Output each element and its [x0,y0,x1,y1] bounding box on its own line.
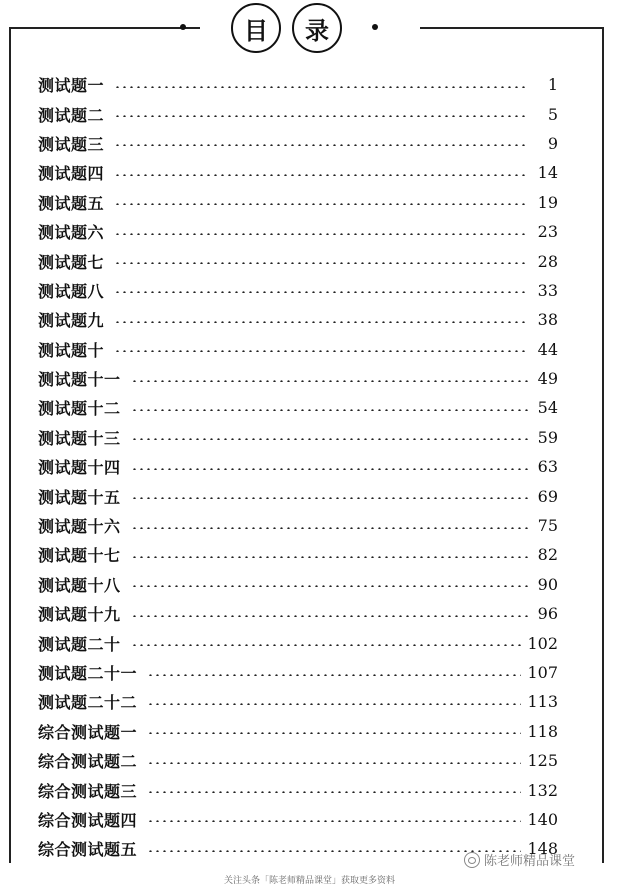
toc-entry-page: 75 [537,516,558,536]
toc-entry[interactable] [38,335,558,364]
toc-entry-label: 测试题十一 [38,370,121,390]
toc-entry-label: 测试题十三 [38,428,121,448]
dot-leader [147,762,521,764]
toc-entry-label: 测试题二 [38,105,105,125]
toc-entry-label: 综合测试题二 [38,752,138,772]
dot-leader [147,732,521,734]
dot-leader [114,86,528,88]
dot-leader [114,262,528,264]
watermark [464,850,575,869]
dot-leader [114,291,528,293]
toc-entry[interactable] [38,99,558,128]
toc-entry[interactable] [38,511,558,540]
toc-entry-label: 测试题二十 [38,634,121,654]
toc-entry[interactable] [38,775,558,804]
toc-entry[interactable] [38,423,558,452]
toc-entry-page: 33 [537,280,558,300]
toc-entry-label: 测试题七 [38,252,105,272]
dot-leader [114,233,528,235]
toc-entry[interactable] [38,481,558,510]
toc-entry-label: 测试题一 [38,76,105,96]
toc-entry[interactable] [38,276,558,305]
dot-leader [147,820,521,822]
toc-entry-page: 82 [537,545,558,565]
toc-entry-page: 19 [537,192,558,212]
dot-leader [131,644,522,646]
toc-entry[interactable] [38,658,558,687]
toc-list [38,70,558,864]
dot-leader [147,674,521,676]
dot-leader [131,556,528,558]
toc-entry[interactable] [38,687,558,716]
toc-entry-label: 测试题八 [38,281,105,301]
header-char-1: 目 [231,3,281,53]
toc-entry-page: 113 [527,692,558,712]
toc-entry-label: 综合测试题五 [38,840,138,860]
toc-entry-label: 测试题十二 [38,399,121,419]
dot-leader [131,585,528,587]
toc-entry-page: 28 [537,251,558,271]
toc-entry[interactable] [38,570,558,599]
dot-leader [131,380,528,382]
dot-leader [131,468,528,470]
toc-entry-page: 44 [537,339,558,359]
dot-leader [114,321,528,323]
dot-leader [114,144,528,146]
dot-leader [131,497,528,499]
dot-leader [114,174,528,176]
toc-entry-label: 测试题十九 [38,605,121,625]
dot-leader [114,350,528,352]
toc-entry-label: 测试题三 [38,134,105,154]
toc-entry[interactable] [38,805,558,834]
toc-entry-page: 140 [527,809,558,829]
toc-entry-label: 综合测试题三 [38,781,138,801]
toc-entry[interactable] [38,158,558,187]
toc-entry-label: 测试题十六 [38,517,121,537]
toc-entry[interactable] [38,129,558,158]
toc-entry-label: 测试题十八 [38,575,121,595]
toc-entry-page: 54 [537,398,558,418]
toc-entry-label: 测试题十五 [38,487,121,507]
toc-entry-label: 测试题十 [38,340,105,360]
toc-entry-page: 1 [547,75,558,95]
dot-leader [114,115,528,117]
dot-leader [131,615,528,617]
toc-entry[interactable] [38,393,558,422]
toc-entry-page: 49 [537,369,558,389]
toc-entry-page: 148 [527,839,558,859]
toc-entry-page: 38 [537,310,558,330]
toc-entry[interactable] [38,70,558,99]
toc-entry[interactable] [38,246,558,275]
wechat-icon [464,852,480,868]
toc-header [0,0,619,60]
toc-entry-label: 测试题二十二 [38,693,138,713]
toc-entry[interactable] [38,305,558,334]
toc-entry-page: 23 [537,222,558,242]
dot-leader [147,703,521,705]
toc-entry-label: 测试题九 [38,311,105,331]
toc-entry[interactable] [38,628,558,657]
toc-entry-page: 107 [527,663,558,682]
toc-entry-page: 102 [527,633,558,653]
footer-note: 关注头条「陈老师精品课堂」获取更多资料 [223,876,395,886]
toc-entry-label: 综合测试题一 [38,722,138,742]
toc-entry-page: 69 [537,486,558,506]
toc-entry[interactable] [38,364,558,393]
dot-leader [131,409,528,411]
toc-entry-page: 96 [537,604,558,624]
dot-leader [114,203,528,205]
header-char-2: 录 [292,3,342,53]
toc-entry[interactable] [38,452,558,481]
toc-entry-label: 测试题四 [38,164,105,184]
dot-leader [131,527,528,529]
toc-entry-page: 9 [547,133,558,153]
toc-entry-label: 测试题六 [38,223,105,243]
toc-entry[interactable] [38,540,558,569]
watermark-text: 陈老师精品课堂 [484,854,576,869]
toc-entry-label: 测试题二十一 [38,664,138,683]
toc-entry[interactable] [38,717,558,746]
toc-entry-page: 118 [527,721,558,741]
toc-entry[interactable] [38,599,558,628]
toc-entry-label: 测试题十七 [38,546,121,566]
header-left-dot [180,24,186,30]
toc-entry-page: 132 [527,780,558,800]
dot-leader [147,791,521,793]
toc-entry-page: 14 [537,163,558,183]
toc-entry-label: 测试题十四 [38,458,121,478]
header-right-dot [372,24,378,30]
toc-entry[interactable] [38,217,558,246]
toc-entry[interactable] [38,746,558,775]
toc-entry-page: 90 [537,574,558,594]
toc-entry-page: 63 [537,457,558,477]
dot-leader [131,438,528,440]
toc-entry[interactable] [38,188,558,217]
toc-entry-page: 59 [537,427,558,447]
toc-entry-label: 综合测试题四 [38,810,138,830]
toc-entry-label: 测试题五 [38,193,105,213]
toc-entry-page: 5 [547,104,558,124]
toc-entry-page: 125 [527,751,558,771]
